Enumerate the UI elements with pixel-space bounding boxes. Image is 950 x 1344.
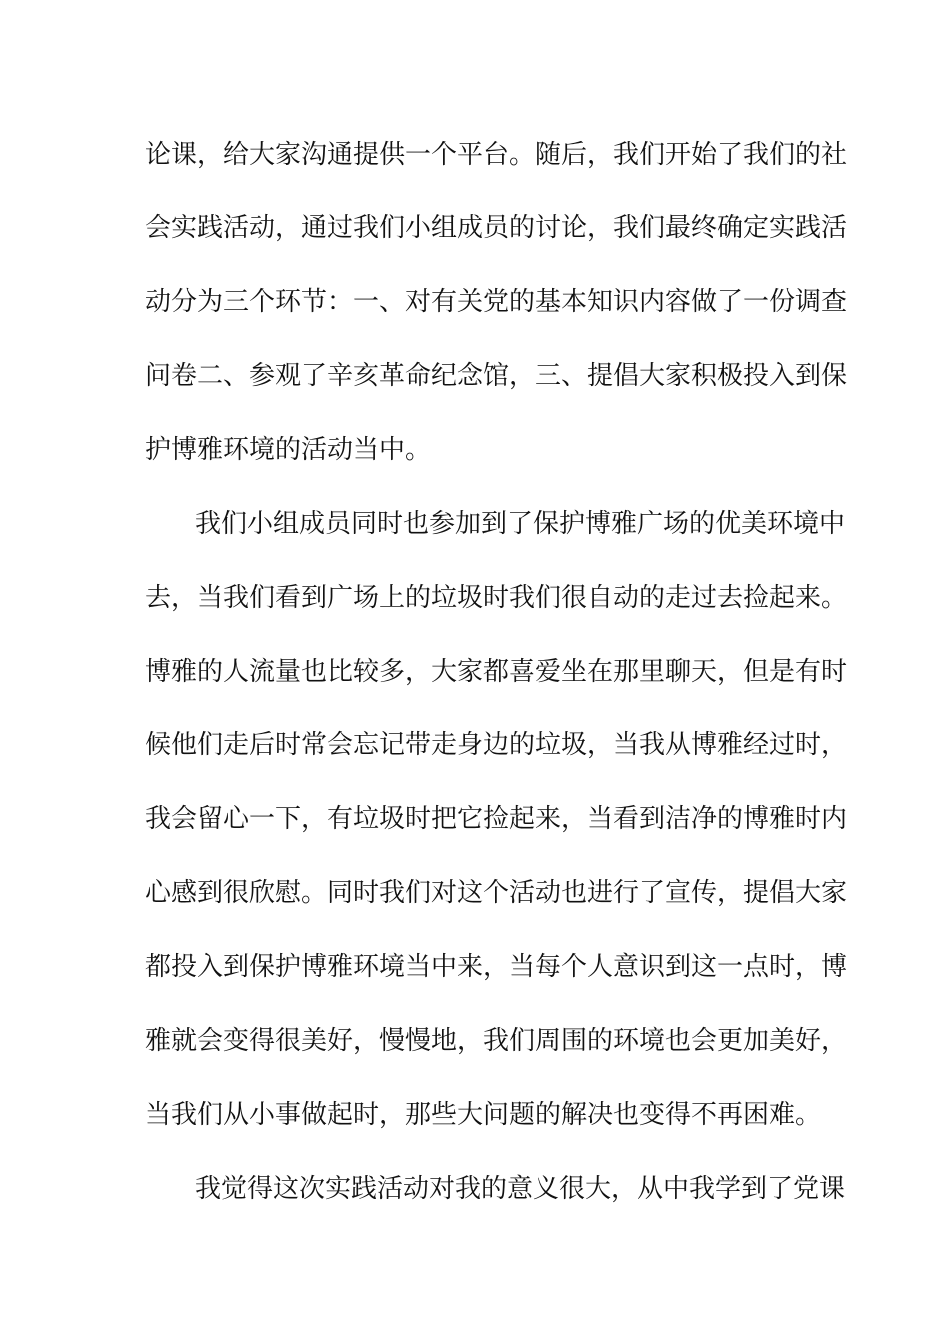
- text-line-4: 问卷二、参观了辛亥革命纪念馆，三、提倡大家积极投入到保: [145, 361, 848, 391]
- paragraph-start-line-2: 我觉得这次实践活动对我的意义很大，从中我学到了党课: [195, 1174, 846, 1204]
- text-line-8: 博雅的人流量也比较多，大家都喜爱坐在那里聊天，但是有时: [145, 657, 848, 687]
- text-line-3: 动分为三个环节：一、对有关党的基本知识内容做了一份调查: [145, 287, 848, 317]
- text-line-13: 雅就会变得很美好，慢慢地，我们周围的环境也会更加美好，: [145, 1026, 848, 1056]
- text-line-14: 当我们从小事做起时，那些大问题的解决也变得不再困难。: [145, 1100, 822, 1130]
- text-line-2: 会实践活动，通过我们小组成员的讨论，我们最终确定实践活: [145, 213, 848, 243]
- text-line-5: 护博雅环境的活动当中。: [145, 435, 432, 465]
- text-line-11: 心感到很欣慰。同时我们对这个活动也进行了宣传，提倡大家: [145, 878, 848, 908]
- text-line-10: 我会留心一下，有垃圾时把它捡起来，当看到洁净的博雅时内: [145, 804, 848, 834]
- text-line-7: 去，当我们看到广场上的垃圾时我们很自动的走过去捡起来。: [145, 583, 848, 613]
- text-line-9: 候他们走后时常会忘记带走身边的垃圾，当我从博雅经过时，: [145, 730, 848, 760]
- paragraph-start-line: 我们小组成员同时也参加到了保护博雅广场的优美环境中: [195, 509, 846, 539]
- text-line-12: 都投入到保护博雅环境当中来，当每个人意识到这一点时，博: [145, 952, 848, 982]
- text-line-1: 论课，给大家沟通提供一个平台。随后，我们开始了我们的社: [145, 140, 848, 170]
